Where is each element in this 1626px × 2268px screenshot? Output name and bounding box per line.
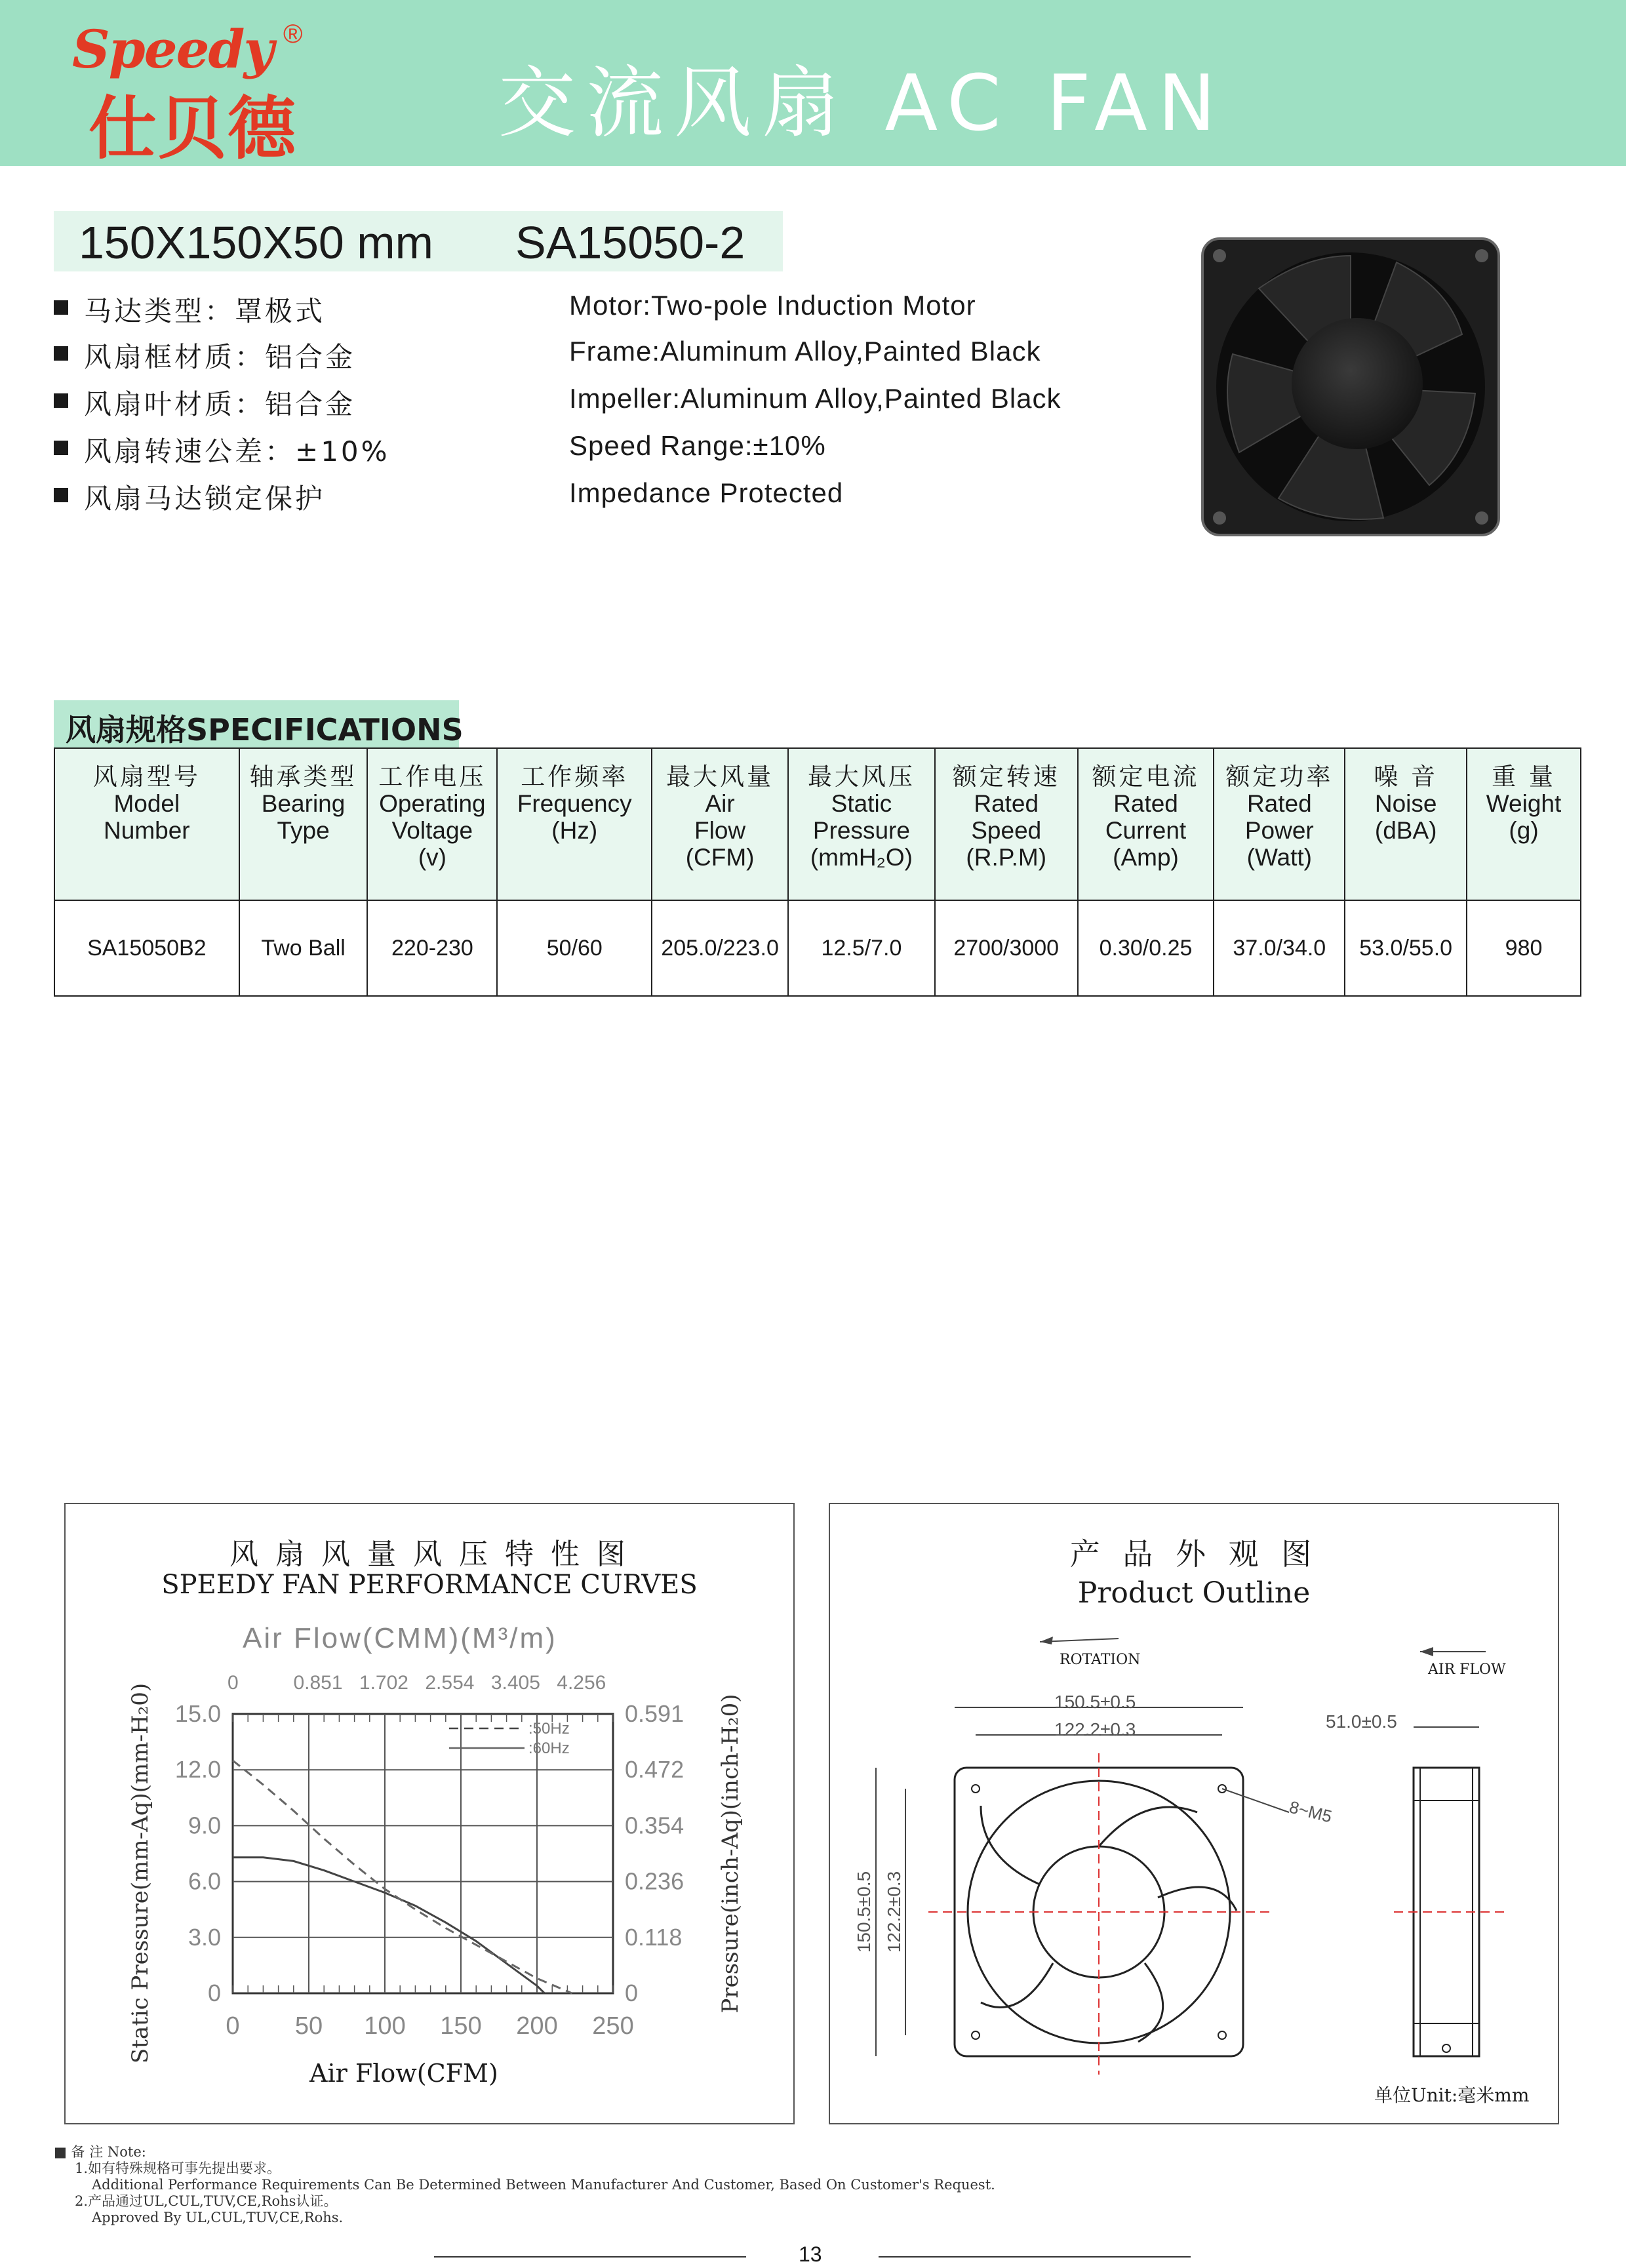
perf-title-cn: 风 扇 风 量 风 压 特 性 图 (229, 1538, 629, 1571)
legend-label-60hz: :60Hz (528, 1740, 570, 1757)
logo-chinese: 仕贝德 (89, 89, 298, 169)
feature-item (54, 476, 1103, 515)
spec-cell: 220-230 (367, 900, 497, 996)
spec-header-cell: 工作电压 Operating Voltage (v) (367, 748, 497, 900)
dim-outer-width: 150.5±0.5 (1054, 1692, 1136, 1712)
top-tick-label: 4.256 (557, 1672, 606, 1694)
feature-item (54, 382, 1103, 421)
spec-cell: 2700/3000 (935, 900, 1078, 996)
spec-cell: Two Ball (239, 900, 368, 996)
x-tick-label: 250 (592, 2012, 634, 2040)
spec-cell: 37.0/34.0 (1214, 900, 1345, 996)
spec-data-row (54, 900, 1581, 996)
notes-heading: ■ 备 注 Note: (54, 2144, 146, 2160)
registered-mark: ® (283, 20, 303, 49)
spec-cell: 205.0/223.0 (652, 900, 788, 996)
y-tick-label: 12.0 (174, 1756, 221, 1783)
top-tick-label: 0.851 (293, 1672, 343, 1694)
y-tick-label: 9.0 (188, 1812, 221, 1839)
spec-header-cell: 最大风量 Air Flow (CFM) (652, 748, 788, 900)
page-title: 交流风扇 AC FAN (498, 58, 1227, 148)
model-size: 150X150X50 mm (79, 217, 433, 268)
outline-drawing (830, 1504, 1558, 2123)
spec-header-row (54, 748, 1581, 900)
x-tick-label: 200 (516, 2012, 558, 2040)
spec-cell: 50/60 (497, 900, 652, 996)
y-tick-label: 3.0 (188, 1923, 221, 1951)
spec-cell: 980 (1467, 900, 1581, 996)
top-tick-label: 2.554 (425, 1672, 475, 1694)
spec-cell: SA15050B2 (54, 900, 239, 996)
spec-cell: 53.0/55.0 (1345, 900, 1467, 996)
footer-rule (434, 2256, 746, 2258)
feature-item (54, 429, 1103, 468)
bullet-icon (54, 346, 68, 361)
y2-tick-label: 0 (625, 1980, 639, 2006)
y-axis-label: Static Pressure(mm-Aq)(mm-H₂0) (127, 1682, 153, 2064)
bottom-axis-label: Air Flow(CFM) (309, 2059, 498, 2088)
fan-photo (1200, 236, 1501, 538)
y2-axis-label: Pressure(inch-Aq)(inch-H₂0) (717, 1694, 744, 2014)
bullet-icon (54, 441, 68, 455)
series-line-50hz (233, 1858, 545, 1993)
bullet-icon (54, 393, 68, 408)
dim-inner-width: 122.2±0.3 (1054, 1719, 1136, 1740)
feature-en: Impedance Protected (569, 477, 844, 508)
outline-title-cn: 产 品 外 观 图 (1069, 1536, 1319, 1572)
notes (54, 2144, 995, 2226)
x-tick-label: 100 (364, 2012, 406, 2040)
y-tick-label: 0 (207, 1980, 221, 2006)
outline-panel (829, 1503, 1559, 2124)
y2-tick-label: 0.118 (625, 1923, 683, 1951)
footer-rule (879, 2256, 1191, 2258)
feature-en: Impeller:Aluminum Alloy,Painted Black (569, 383, 1061, 414)
top-axis-label: Air Flow(CMM)(M³/m) (243, 1622, 557, 1654)
spec-title: 风扇规格SPECIFICATIONS (66, 712, 464, 747)
bullet-icon (54, 300, 68, 315)
perf-title-en: SPEEDY FAN PERFORMANCE CURVES (161, 1570, 698, 1600)
feature-cn: 风扇叶材质：铝合金 (84, 388, 356, 420)
feature-en: Motor:Two-pole Induction Motor (569, 290, 976, 321)
y2-tick-label: 0.472 (625, 1756, 684, 1783)
spec-header-cell: 额定电流 Rated Current (Amp) (1078, 748, 1214, 900)
spec-header-cell: 重 量 Weight (g) (1467, 748, 1581, 900)
y-tick-label: 15.0 (174, 1700, 221, 1727)
model-code: SA15050-2 (515, 217, 745, 268)
x-tick-label: 50 (294, 2012, 323, 2040)
x-tick-label: 0 (226, 2012, 240, 2040)
note-line: Additional Performance Requirements Can Be Determined Between Manufacturer And Customer, Based On Customer's Request. (92, 2177, 995, 2193)
logo-wordmark: Speedy (72, 18, 273, 80)
y-tick-label: 6.0 (188, 1867, 221, 1895)
performance-chart (66, 1504, 793, 2123)
outline-title-en: Product Outline (1077, 1576, 1311, 1610)
dim-inner-height: 122.2±0.3 (884, 1871, 905, 1953)
series-line-60hz (233, 1761, 572, 1993)
bullet-icon (54, 488, 68, 502)
page-number: 13 (799, 2242, 822, 2266)
spec-header-cell: 噪 音 Noise (dBA) (1345, 748, 1467, 900)
spec-table (54, 747, 1581, 997)
feature-cn: 风扇框材质：铝合金 (84, 341, 356, 373)
spec-header-cell: 轴承类型 Bearing Type (239, 748, 368, 900)
note-line: Approved By UL,CUL,TUV,CE,Rohs. (92, 2210, 344, 2225)
rotation-label: ROTATION (1060, 1652, 1141, 1668)
spec-header-cell: 额定功率 Rated Power (Watt) (1214, 748, 1345, 900)
top-tick-label: 1.702 (359, 1672, 408, 1694)
feature-cn: 风扇马达锁定保护 (84, 483, 326, 515)
feature-item (54, 334, 1103, 374)
dim-depth: 51.0±0.5 (1326, 1711, 1397, 1732)
unit-label: 单位Unit:毫米mm (1374, 2084, 1530, 2106)
performance-panel (64, 1503, 795, 2124)
airflow-label: AIR FLOW (1428, 1661, 1506, 1678)
dim-outer-height: 150.5±0.5 (854, 1871, 875, 1953)
feature-cn: 马达类型：罩极式 (84, 295, 326, 327)
spec-header-cell: 最大风压 Static Pressure (mmH₂O) (788, 748, 935, 900)
y2-tick-label: 0.354 (625, 1812, 684, 1839)
spec-header-cell: 额定转速 Rated Speed (R.P.M) (935, 748, 1078, 900)
feature-cn: 风扇转速公差：±10% (84, 435, 390, 468)
y2-tick-label: 0.236 (625, 1867, 684, 1895)
y2-tick-label: 0.591 (625, 1700, 684, 1727)
feature-item (54, 288, 1103, 328)
feature-en: Speed Range:±10% (569, 430, 826, 461)
x-tick-label: 150 (440, 2012, 482, 2040)
feature-en: Frame:Aluminum Alloy,Painted Black (569, 336, 1041, 367)
spec-cell: 12.5/7.0 (788, 900, 935, 996)
spec-header-cell: 工作频率 Frequency (Hz) (497, 748, 652, 900)
note-line: 1.如有特殊规格可事先提出要求。 (75, 2160, 281, 2176)
top-tick-label: 3.405 (490, 1672, 540, 1694)
dim-screws: 8~M5 (1287, 1797, 1334, 1827)
top-tick-label: 0 (228, 1672, 239, 1694)
spec-header-cell: 风扇型号 Model Number (54, 748, 239, 900)
note-line: 2.产品通过UL,CUL,TUV,CE,Rohs认证。 (75, 2193, 338, 2209)
legend-label-50hz: :50Hz (528, 1720, 570, 1738)
spec-cell: 0.30/0.25 (1078, 900, 1214, 996)
